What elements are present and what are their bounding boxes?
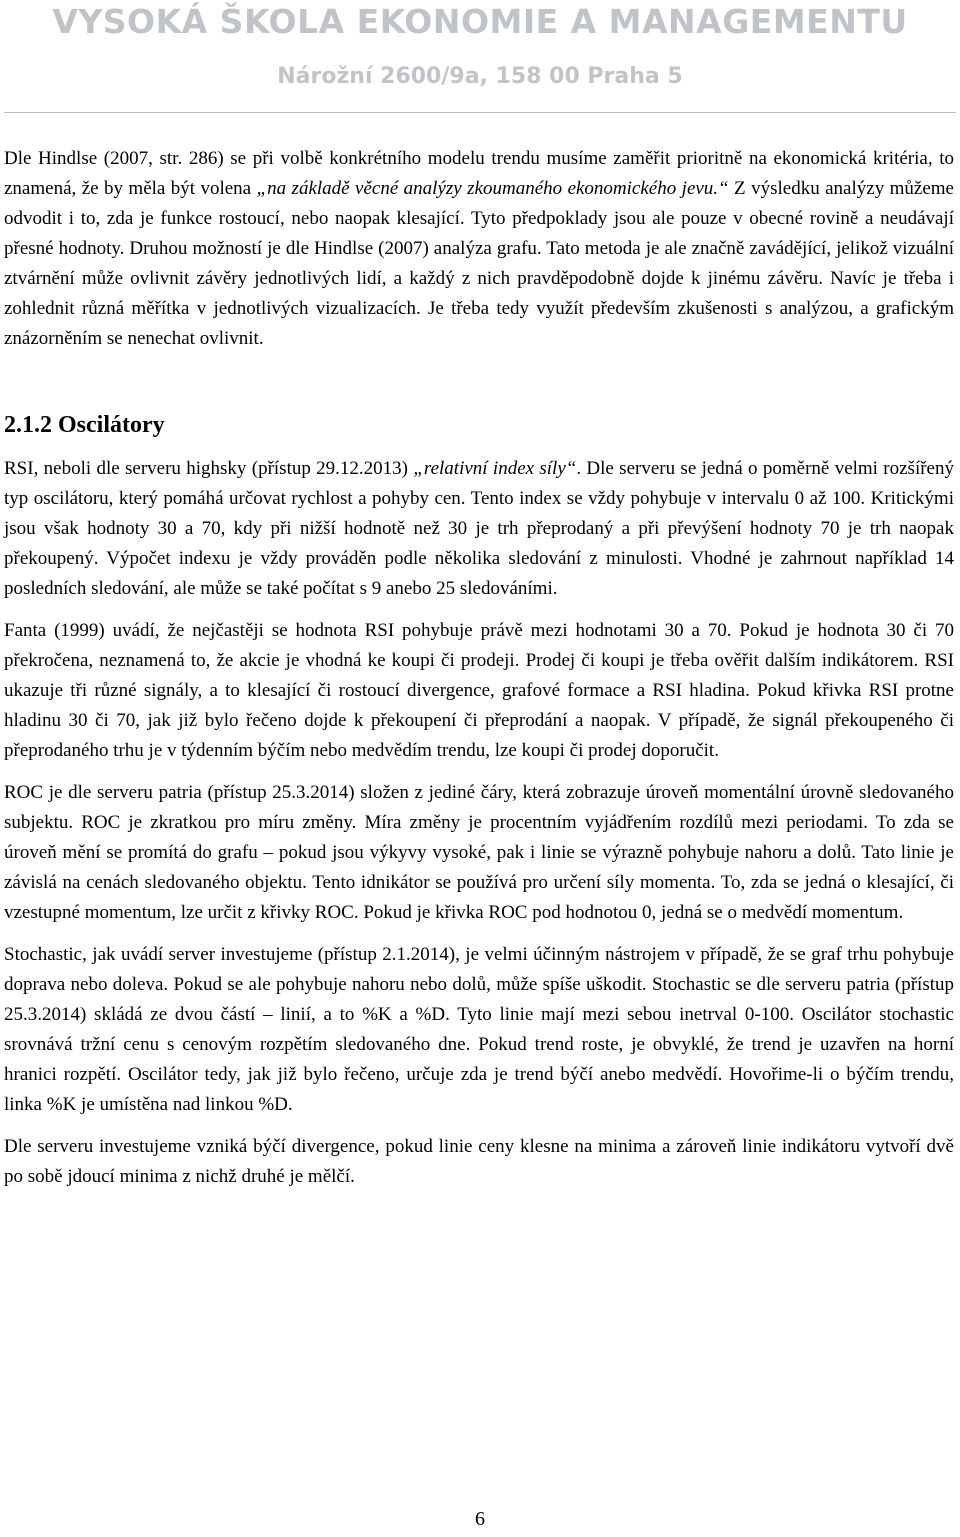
paragraph-trend-model [4,144,954,354]
document-body [4,144,954,1192]
paragraph-fanta: Fanta (1999) uvádí, že nejčastěji se hodnota RSI pohybuje právě mezi hodnotami 30 a 70. Pokud je hodnota 30 či 70 překročena, neznamená to, že akcie je vhodná ke koupi či prodeji. Prodej či koupi je třeba ověřit dalším indikátorem. RSI ukazuje tři různé signály, a to klesající či rostoucí divergence, grafové formace a RSI hladina. Pokud křivka RSI protne hladinu 30 či 70, jak již bylo řečeno dojde k překoupení či přeprodání a naopak. V případě, že signál překoupeného či přeprodaného trhu je v týdenním býčím nebo medvědím trendu, lze koupi či prodej doporučit. [4,620,954,761]
school-address: Nárožní 2600/9a, 158 00 Praha 5 [277,64,683,89]
quote-italic: „na základě věcné analýzy zkoumaného ekonomického jevu.“ [256,178,729,199]
paragraph-text: Z výsledku analýzy můžeme odvodit i to, zda je funkce rostoucí, nebo naopak klesající. Tyto předpoklady jsou ale pouze v obecné rovině a neudávají přesné hodnoty. Druhou možností je dle Hindlse (2007) analýza grafu. Tato metoda je ale značně zavádějící, jelikož vizuální ztvárnění může ovlivnit závěry jednotlivých lidí, a každý z nich pravděpodobně dojde k jinému závěru. Navíc je třeba i zohlednit různá měřítka v jednotlivých vizualizacích. Je třeba tedy využít především zkušenosti s analýzou, a grafickým znázorněním se nenechat ovlivnit. [4,178,954,349]
paragraph-text: RSI, neboli dle serveru highsky (přístup 29.12.2013) [4,458,414,479]
paragraph-text: Dle Hindlse (2007, str. 286) se při volbě konkrétního modelu trendu musíme zaměřit prioritně na ekonomická kritéria, to znamená, že by měla být volena [4,148,954,199]
paragraph-stochastic: Stochastic, jak uvádí server investujeme (přístup 2.1.2014), je velmi účinným nástrojem v případě, že se graf trhu pohybuje doprava nebo doleva. Pokud se ale pohybuje nahoru nebo dolů, může spíše uškodit. Stochastic se dle serveru patria (přístup 25.3.2014) skládá ze dvou částí – linií, a to %K a %D. Tyto linie mají mezi sebou inetrval 0-100. Oscilátor stochastic srovnává tržní cenu s cenovým rozpětím sledovaného dne. Pokud trend roste, je obvyklé, že trend je uzavřen na horní hranici rozpětí. Oscilátor tedy, jak již bylo řečeno, určuje zda je trend býčí anebo medvědí. Hovořime-li o býčím trendu, linka %K je umístěna nad linkou %D. [4,944,954,1115]
paragraph-divergence: Dle serveru investujeme vzniká býčí divergence, pokud linie ceny klesne na minima a zároveň linie indikátoru vytvoří dvě po sobě jdoucí minima z nichž druhé je mělčí. [4,1136,954,1187]
page-number: 6 [475,1508,485,1530]
header-divider [4,112,956,113]
paragraph-text: . Dle serveru se jedná o poměrně velmi rozšířený typ oscilátoru, který pomáhá určovat rychlost a pohyby cen. Tento index se vždy pohybuje v intervalu 0 až 100. Kritickými jsou však hodnoty 30 a 70, kdy při nižší hodnotě než 30 je trh přeprodaný a při převýšení hodnoty 70 je trh naopak překoupený. Výpočet indexu je vždy prováděn podle několika sledování z minulosti. Vhodné je zahrnout například 14 posledních sledování, ale může se také počítat s 9 anebo 25 sledováními. [4,458,954,599]
paragraph-rsi [4,454,954,604]
section-heading: 2.1.2 Oscilátory [4,412,165,438]
school-name: VYSOKÁ ŠKOLA EKONOMIE A MANAGEMENTU [52,2,908,41]
quote-italic: „relativní index síly“ [413,458,577,479]
paragraph-roc: ROC je dle serveru patria (přístup 25.3.2014) složen z jediné čáry, která zobrazuje úroveň momentální úrovně sledovaného subjektu. ROC je zkratkou pro míru změny. Míra změny je procentním vyjádřením rozdílů mezi periodami. To zda se úroveň mění se promítá do grafu – pokud jsou výkyvy vysoké, pak i linie se výrazně pohybuje nahoru a dolů. Tato linie je závislá na cenách sledovaného objektu. Tento idnikátor se používá pro určení síly momenta. To, zda se jedná o klesající, či vzestupné momentum, lze určit z křivky ROC. Pokud je křivka ROC pod hodnotou 0, jedná se o medvědí momentum. [4,782,954,923]
